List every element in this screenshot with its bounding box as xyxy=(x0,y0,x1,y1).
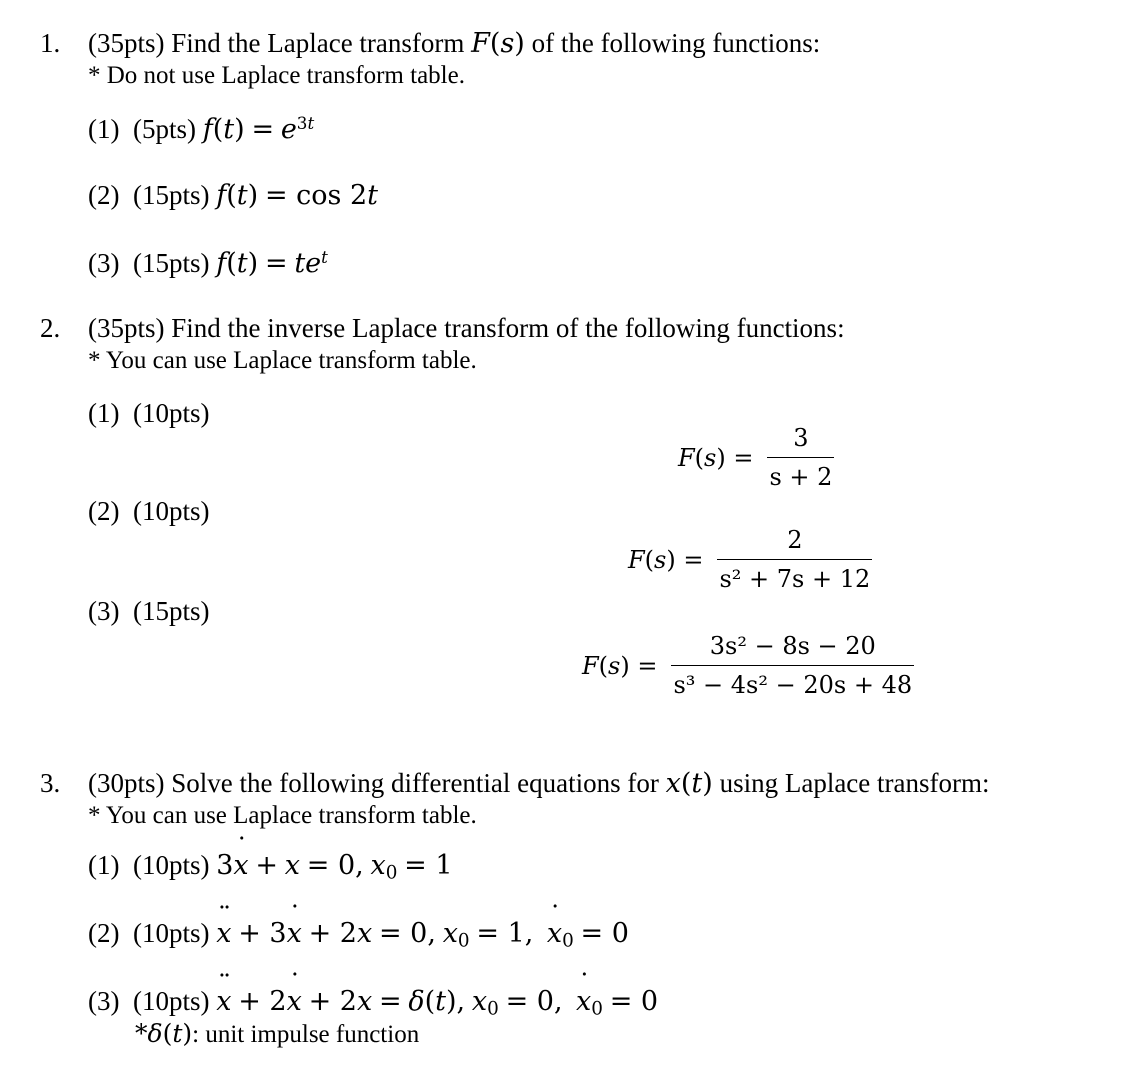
problem-2-note: * You can use Laplace transform table. xyxy=(88,347,477,374)
fraction-3-numerator: 3s² − 8s − 20 xyxy=(709,632,876,660)
problem-1-heading-post: of the following functions: xyxy=(531,28,821,58)
problem-1-heading: (35pts) Find the Laplace transform F(s) of the following functions: xyxy=(88,28,821,59)
problem-3-footnote-text: : unit impulse function xyxy=(192,1021,420,1048)
fraction-2-denominator: s² + 7s + 12 xyxy=(717,559,872,593)
problem-2-equation-3: F(s) = $\frac{\text{3s² − 8s − 20}}{\text{s³ − 4s² − 20s + 48}}$ xyxy=(582,632,913,699)
fraction-3 xyxy=(671,632,914,699)
problem-1-part-2: (2) (15pts) f(t) = cos 2t xyxy=(88,180,378,211)
fraction-1-denominator: s + 2 xyxy=(767,457,834,491)
problem-1-part-3: (3) (15pts) $f(t) = te^t$ xyxy=(88,246,328,279)
fraction-2-numerator: 2 xyxy=(787,526,803,554)
problem-2-number: 2. xyxy=(40,313,61,343)
problem-3-footnote: *δ(t): unit impulse function xyxy=(135,1019,420,1048)
problem-3-number: 3. xyxy=(40,768,61,798)
problem-2-part-1: (1) (10pts) xyxy=(88,398,210,428)
problem-3-part-2: (2) (10pts) x ¨ + 3x ˙ + 2x = 0, $x_0 = 1$, x $˙_0 = 0$ xyxy=(88,920,629,947)
problem-3-heading: (30pts) Solve the following differential equations for x(t) using Laplace transform: xyxy=(88,768,990,799)
problem-3-heading-pre: (30pts) Solve the following differential equations for xyxy=(88,768,659,798)
fraction-2 xyxy=(717,526,872,593)
problem-3-heading-post: using Laplace transform: xyxy=(719,768,990,798)
problem-3-note: * You can use Laplace transform table. xyxy=(88,802,477,829)
problem-2-heading: (35pts) Find the inverse Laplace transform of the following functions: xyxy=(88,313,845,343)
problem-2-equation-2: F(s) = $\frac{2}{\text{s² + 7s + 12}}$ xyxy=(628,526,871,593)
problem-1-note: * Do not use Laplace transform table. xyxy=(88,62,465,89)
problem-2-part-2: (2) (10pts) xyxy=(88,496,210,526)
problem-2-part-3: (3) (15pts) xyxy=(88,596,210,626)
fraction-1-numerator: 3 xyxy=(793,424,809,452)
problem-1-number: 1. xyxy=(40,28,61,58)
fraction-3-denominator: s³ − 4s² − 20s + 48 xyxy=(671,665,914,699)
problem-2-equation-1: F(s) = $\frac{3}{s + 2}$ xyxy=(678,424,833,491)
problem-1-part-1: (1) (5pts) $f(t) = e^{3t}$ xyxy=(88,112,315,145)
problem-1-heading-pre: (35pts) Find the Laplace transform xyxy=(88,28,465,58)
problem-3-part-1: (1) (10pts) 3x ˙ + x = 0, $x_0 = 1$ xyxy=(88,852,453,879)
problem-3-part-3: (3) (10pts) x ¨ + 2x ˙ + 2x = δ(t), $x_0 = 0$, x $˙_0 = 0$ xyxy=(88,988,658,1015)
fraction-1 xyxy=(767,424,834,491)
